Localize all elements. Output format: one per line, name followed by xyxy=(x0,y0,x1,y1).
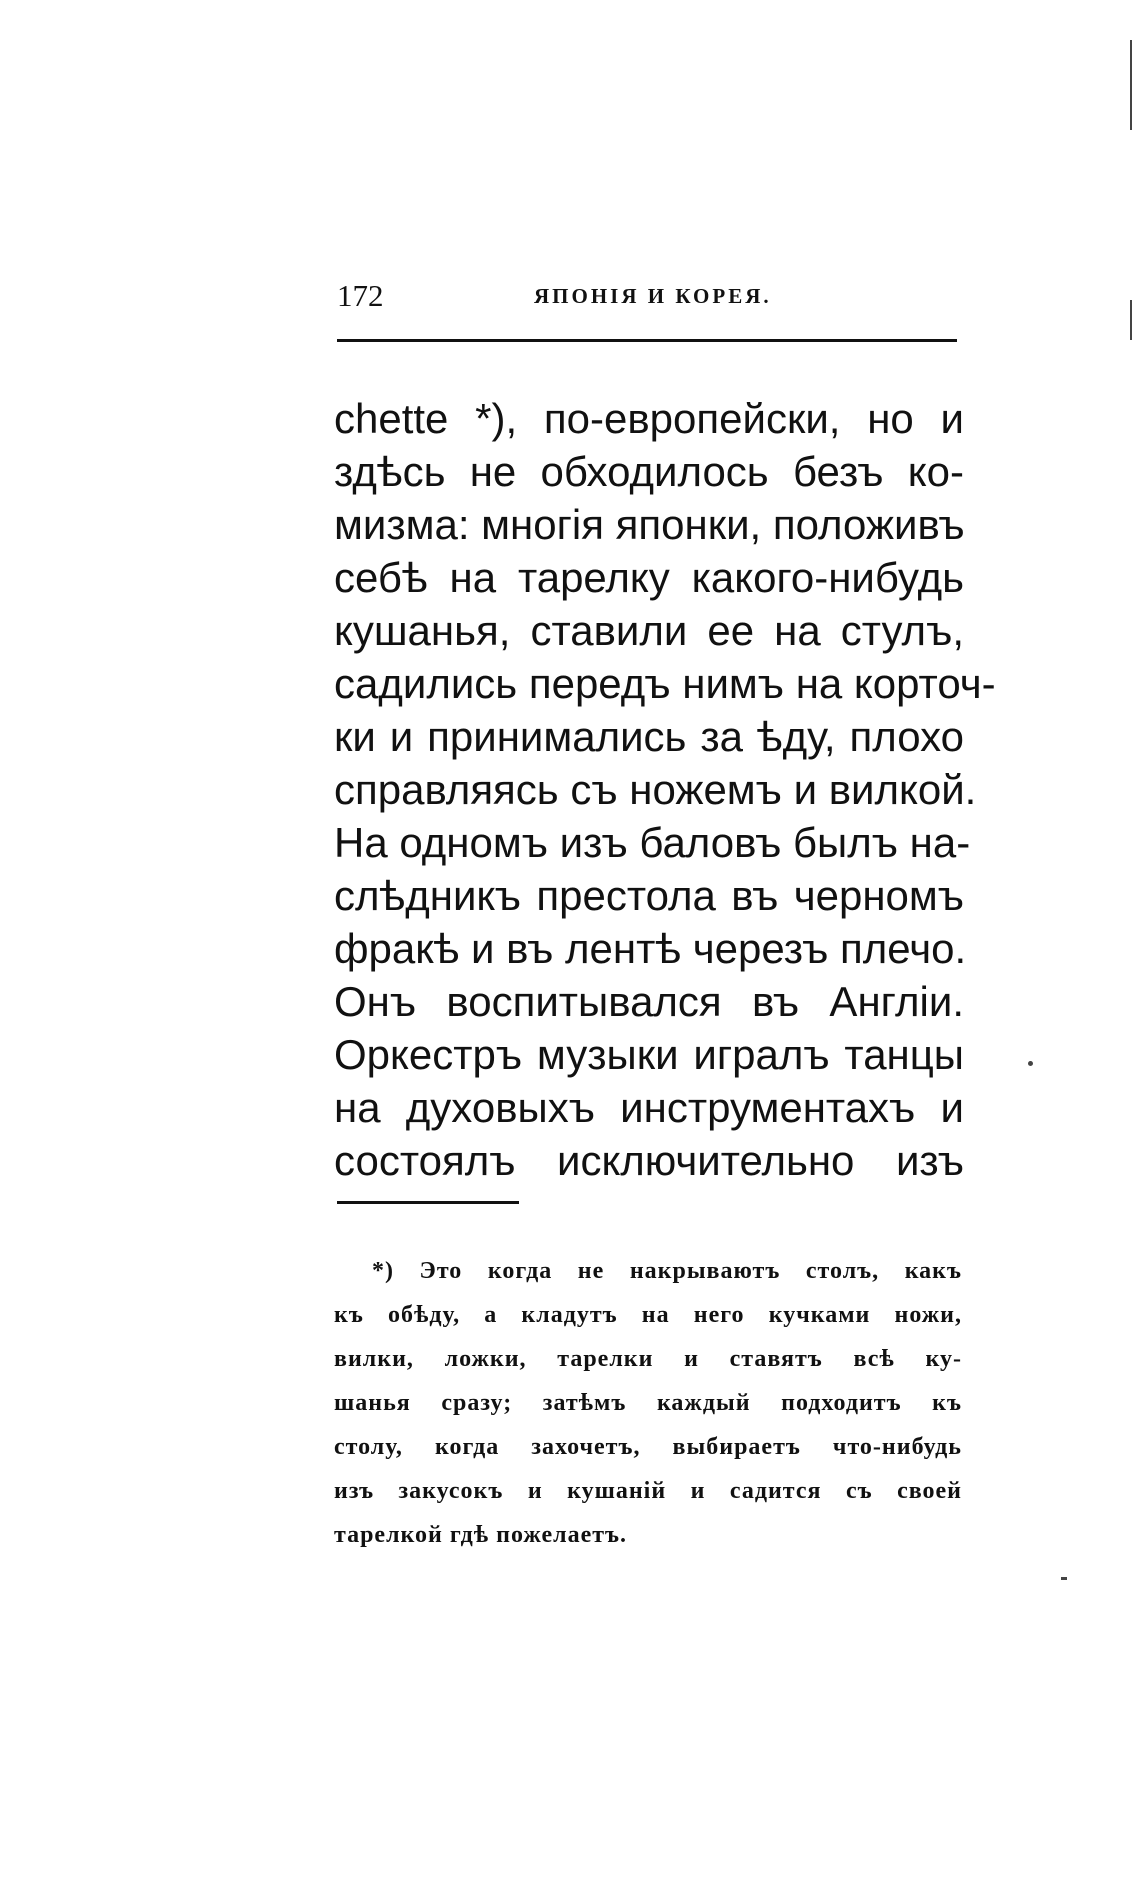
footnote-line: изъ закусокъ и кушаній и садится съ своей xyxy=(334,1478,962,1504)
scan-margin-mark xyxy=(1130,40,1132,130)
footnote xyxy=(334,1249,962,1557)
page-number: 172 xyxy=(337,278,384,313)
footnote-line: столу, когда захочетъ, выбираетъ что-нибудь xyxy=(334,1434,962,1460)
body-line: справляясь съ ножемъ и вилкой. xyxy=(334,766,977,813)
scan-margin-mark xyxy=(1130,300,1132,340)
body-line: здѣсь не обходилось безъ ко- xyxy=(334,448,964,495)
page-header xyxy=(337,278,957,318)
body-line: На одномъ изъ баловъ былъ на- xyxy=(334,819,971,866)
body-line: фракѣ и въ лентѣ черезъ плечо. xyxy=(334,925,967,972)
footnote-rule xyxy=(337,1201,519,1204)
body-line: состоялъ исключительно изъ xyxy=(334,1137,964,1184)
footnote-line: *) Это когда не накрываютъ столъ, какъ xyxy=(372,1258,962,1284)
body-line: chette *), по-европейски, но и xyxy=(334,395,964,442)
footnote-line: тарелкой гдѣ пожелаетъ. xyxy=(334,1522,627,1548)
body-line: ки и принимались за ѣду, плохо xyxy=(334,713,964,760)
body-line: себѣ на тарелку какого-нибудь xyxy=(334,554,964,601)
footnote-line: къ обѣду, а кладутъ на него кучками ножи, xyxy=(334,1302,962,1328)
body-line: кушанья, ставили ее на стулъ, xyxy=(334,607,964,654)
running-title: ЯПОНІЯ И КОРЕЯ. xyxy=(534,284,772,308)
body-line: Онъ воспитывался въ Англіи. xyxy=(334,978,964,1025)
header-rule xyxy=(337,339,957,342)
scan-margin-mark xyxy=(1061,1577,1067,1580)
scan-margin-mark xyxy=(1028,1061,1033,1066)
body-text xyxy=(334,392,996,1187)
body-line: мизма: многія японки, положивъ xyxy=(334,501,965,548)
body-line: садились передъ нимъ на корточ- xyxy=(334,660,996,707)
body-line: на духовыхъ инструментахъ и xyxy=(334,1084,964,1131)
footnote-line: шанья сразу; затѣмъ каждый подходитъ къ xyxy=(334,1390,962,1416)
body-line: слѣдникъ престола въ черномъ xyxy=(334,872,964,919)
body-line: Оркестръ музыки игралъ танцы xyxy=(334,1031,964,1078)
footnote-line: вилки, ложки, тарелки и ставятъ всѣ ку- xyxy=(334,1346,962,1372)
